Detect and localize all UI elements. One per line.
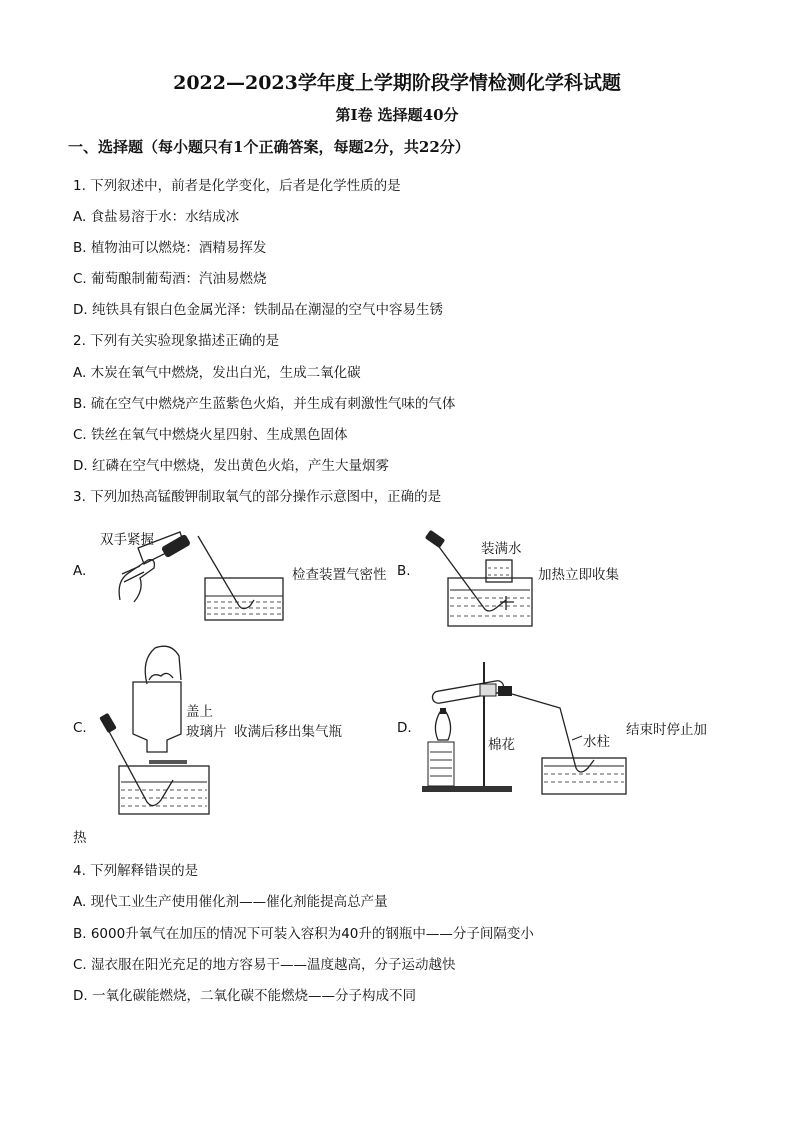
figure-b-bottle-label: 装满水 — [481, 541, 522, 557]
figure-c-label-glass-plate: 玻璃片 — [186, 724, 227, 740]
question-4-stem: 4. 下列解释错误的是 — [73, 863, 199, 879]
question-2-option-c: C. 铁丝在氧气中燃烧火星四射、生成黑色固体 — [73, 427, 348, 443]
question-3-option-d-caption: 结束时停止加 — [626, 722, 707, 738]
figure-d-heating-setup — [420, 656, 630, 796]
figure-a-hand-label: 双手紧握 — [100, 532, 154, 548]
question-4-option-b: B. 6000升氧气在加压的情况下可装入容积为40升的钢瓶中——分子间隔变小 — [73, 926, 534, 942]
question-2-option-b: B. 硫在空气中燃烧产生蓝紫色火焰，并生成有刺激性气味的气体 — [73, 396, 456, 412]
section-heading: 一、选择题（每小题只有1个正确答案，每题2分，共22分） — [68, 138, 470, 156]
question-1-option-d: D. 纯铁具有银白色金属光泽：铁制品在潮湿的空气中容易生锈 — [73, 302, 443, 318]
question-2-stem: 2. 下列有关实验现象描述正确的是 — [73, 333, 280, 349]
question-3-option-d-letter: D. — [397, 720, 412, 736]
question-1-option-b: B. 植物油可以燃烧：酒精易挥发 — [73, 240, 267, 256]
question-2-option-a: A. 木炭在氧气中燃烧，发出白光，生成二氧化碳 — [73, 365, 361, 381]
figure-c-label-cover: 盖上 — [186, 704, 213, 720]
page-title: 2022—2023学年度上学期阶段学情检测化学科试题 — [173, 72, 621, 94]
question-3-option-b-letter: B. — [397, 563, 411, 579]
question-4-option-a: A. 现代工业生产使用催化剂——催化剂能提高总产量 — [73, 894, 388, 910]
part-subtitle: 第Ⅰ卷 选择题40分 — [335, 106, 459, 124]
question-1-option-a: A. 食盐易溶于水：水结成冰 — [73, 209, 240, 225]
question-3-option-d-caption-wrap: 热 — [73, 830, 87, 846]
figure-d-water-column-label: 水柱 — [583, 734, 610, 750]
figure-d-cotton-label: 棉花 — [488, 737, 515, 753]
question-3-option-a-letter: A. — [73, 563, 87, 579]
question-3-option-b-caption: 加热立即收集 — [538, 567, 619, 583]
question-4-option-d: D. 一氧化碳能燃烧，二氧化碳不能燃烧——分子构成不同 — [73, 988, 416, 1004]
question-3-option-a-caption: 检查装置气密性 — [292, 567, 387, 583]
question-3-stem: 3. 下列加热高锰酸钾制取氧气的部分操作示意图中，正确的是 — [73, 489, 442, 505]
question-2-option-d: D. 红磷在空气中燃烧，发出黄色火焰，产生大量烟雾 — [73, 458, 389, 474]
question-4-option-c: C. 湿衣服在阳光充足的地方容易干——温度越高，分子运动越快 — [73, 957, 456, 973]
question-3-option-c-caption: 收满后移出集气瓶 — [234, 724, 342, 740]
question-1-stem: 1. 下列叙述中，前者是化学变化，后者是化学性质的是 — [73, 178, 401, 194]
question-3-option-c-letter: C. — [73, 720, 87, 736]
question-1-option-c: C. 葡萄酿制葡萄酒：汽油易燃烧 — [73, 271, 267, 287]
